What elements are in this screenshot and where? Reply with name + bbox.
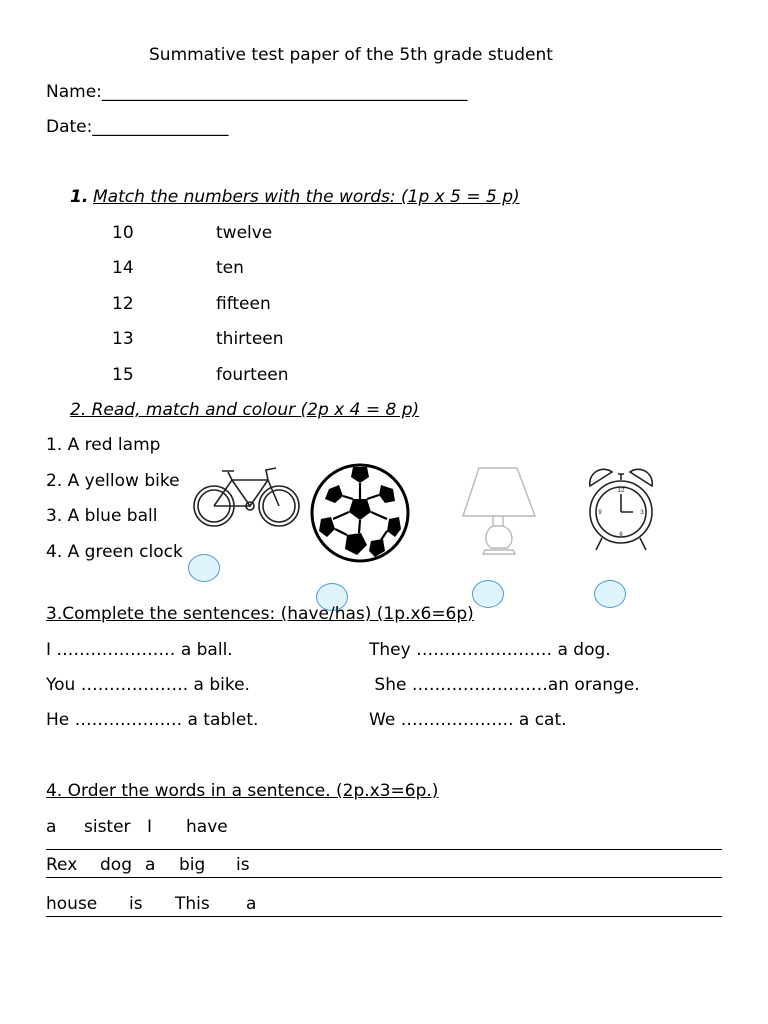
section1-heading: Match the numbers with the words: (1p x 5 = 5 p): [93, 187, 520, 207]
svg-text:3: 3: [640, 510, 644, 516]
colour-item: 1. A red lamp: [46, 435, 161, 455]
svg-text:6: 6: [619, 532, 623, 538]
colour-answer-circle[interactable]: [188, 554, 220, 582]
sentence-right[interactable]: They …………………… a dog.: [369, 640, 611, 660]
scrambled-word: Rex: [46, 855, 78, 875]
answer-line[interactable]: [46, 849, 722, 850]
word-item: fourteen: [216, 365, 289, 385]
section2-heading: 2. Read, match and colour (2p x 4 = 8 p): [70, 400, 420, 420]
bike-icon: [192, 466, 302, 530]
name-field[interactable]: Name:___________________________________________: [46, 82, 468, 102]
scrambled-word: have: [186, 817, 228, 837]
scrambled-word: a: [145, 855, 156, 875]
scrambled-word: This: [175, 894, 210, 914]
number-item: 10: [112, 223, 134, 243]
colour-item: 3. A blue ball: [46, 506, 158, 526]
scrambled-word: dog: [100, 855, 132, 875]
svg-text:9: 9: [598, 510, 602, 516]
sentence-right[interactable]: She ……………………an orange.: [369, 675, 640, 695]
word-item: fifteen: [216, 294, 271, 314]
colour-item: 4. A green clock: [46, 542, 183, 562]
scrambled-word: a: [246, 894, 257, 914]
number-item: 14: [112, 258, 134, 278]
number-item: 12: [112, 294, 134, 314]
date-field[interactable]: Date:________________: [46, 117, 229, 137]
scrambled-word: big: [179, 855, 206, 875]
answer-line[interactable]: [46, 916, 722, 917]
colour-item: 2. A yellow bike: [46, 471, 180, 491]
number-item: 13: [112, 329, 134, 349]
scrambled-word: is: [236, 855, 250, 875]
clock-icon: [586, 466, 656, 556]
word-item: thirteen: [216, 329, 284, 349]
lamp-icon: [455, 466, 545, 558]
word-item: twelve: [216, 223, 273, 243]
svg-text:12: 12: [617, 488, 625, 494]
colour-answer-circle[interactable]: [594, 580, 626, 608]
scrambled-word: house: [46, 894, 98, 914]
scrambled-word: I: [147, 817, 153, 837]
page-title: Summative test paper of the 5th grade student: [149, 45, 553, 65]
section3-heading: 3.Complete the sentences: (have/has) (1p.x6=6p): [46, 604, 474, 624]
number-item: 15: [112, 365, 134, 385]
sentence-left[interactable]: I ………………… a ball.: [46, 640, 233, 660]
scrambled-word: is: [129, 894, 143, 914]
sentence-right[interactable]: We ……………….. a cat.: [369, 710, 567, 730]
scrambled-word: a: [46, 817, 57, 837]
word-item: ten: [216, 258, 244, 278]
answer-line[interactable]: [46, 877, 722, 878]
section1-number: 1.: [70, 187, 89, 207]
sentence-left[interactable]: He ………………. a tablet.: [46, 710, 259, 730]
colour-answer-circle[interactable]: [472, 580, 504, 608]
scrambled-word: sister: [84, 817, 131, 837]
sentence-left[interactable]: You ………………. a bike.: [46, 675, 250, 695]
section4-heading: 4. Order the words in a sentence. (2p.x3=6p.): [46, 781, 439, 801]
ball-icon: [309, 463, 411, 563]
